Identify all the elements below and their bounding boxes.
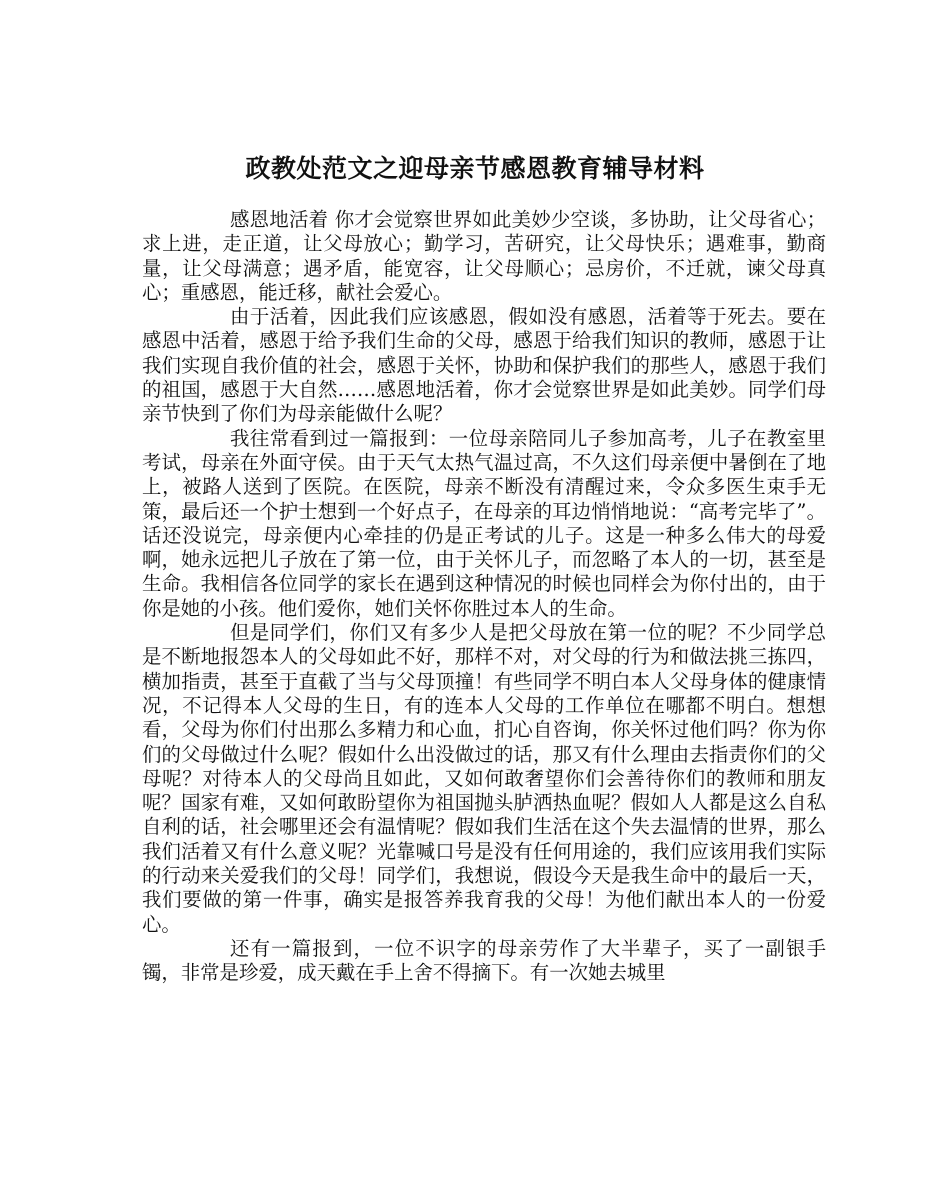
paragraph-1: 感恩地活着 你才会觉察世界如此美妙少空谈，多协助，让父母省心；求上进，走正道，让父母放心；勤学习，苦研究，让父母快乐；遇难事，勤商量，让父母满意；遇矛盾，能宽容，让父母顺心；忌房价，不迁就，谏父母真心；重感恩，能迁移，献社会爱心。 [142, 208, 826, 304]
paragraph-3: 我往常看到过一篇报到：一位母亲陪同儿子参加高考，儿子在教室里考试，母亲在外面守侯。由于天气太热气温过高，不久这们母亲便中暑倒在了地上，被路人送到了医院。在医院，母亲不断没有清醒过来，令众多医生束手无策，最后还一个护士想到一个好点子，在母亲的耳边悄悄地说：“高考完毕了”。话还没说完，母亲便内心牵挂的仍是正考试的儿子。这是一种多么伟大的母爱啊，她永远把儿子放在了第一位，由于关怀儿子，而忽略了本人的一切，甚至是生命。我相信各位同学的家长在遇到这种情况的时候也同样会为你付出的，由于你是她的小孩。他们爱你，她们关怀你胜过本人的生命。 [142, 426, 826, 620]
paragraph-2: 由于活着，因此我们应该感恩，假如没有感恩，活着等于死去。要在感恩中活着，感恩于给予我们生命的父母，感恩于给我们知识的教师，感恩于让我们实现自我价值的社会，感恩于关怀，协助和保护我们的那些人，感恩于我们的祖国，感恩于大自然……感恩地活着，你才会觉察世界是如此美妙。同学们母亲节快到了你们为母亲能做什么呢？ [142, 305, 826, 426]
paragraph-5: 还有一篇报到，一位不识字的母亲劳作了大半辈子，买了一副银手镯，非常是珍爱，成天戴在手上舍不得摘下。有一次她去城里 [142, 936, 826, 985]
paragraph-4: 但是同学们，你们又有多少人是把父母放在第一位的呢？不少同学总是不断地报怨本人的父母如此不好，那样不对，对父母的行为和做法挑三拣四，横加指责，甚至于直截了当与父母顶撞！有些同学不明白本人父母身体的健康情况，不记得本人父母的生日，有的连本人父母的工作单位在哪都不明白。想想看，父母为你们付出那么多精力和心血，扪心自咨询，你关怀过他们吗？你为你们的父母做过什么呢？假如什么出没做过的话，那又有什么理由去指责你们的父母呢？对待本人的父母尚且如此，又如何敢奢望你们会善待你们的教师和朋友呢？国家有难，又如何敢盼望你为祖国抛头胪洒热血呢？假如人人都是这么自私自利的话，社会哪里还会有温情呢？假如我们生活在这个失去温情的世界，那么我们活着又有什么意义呢？光靠喊口号是没有任何用途的，我们应该用我们实际的行动来关爱我们的父母！同学们，我想说，假设今天是我生命中的最后一天，我们要做的第一件事，确实是报答养我育我的父母！为他们献出本人的一份爱心。 [142, 621, 826, 936]
document-body [142, 208, 826, 986]
document-title: 政教处范文之迎母亲节感恩教育辅导材料 [245, 153, 705, 183]
